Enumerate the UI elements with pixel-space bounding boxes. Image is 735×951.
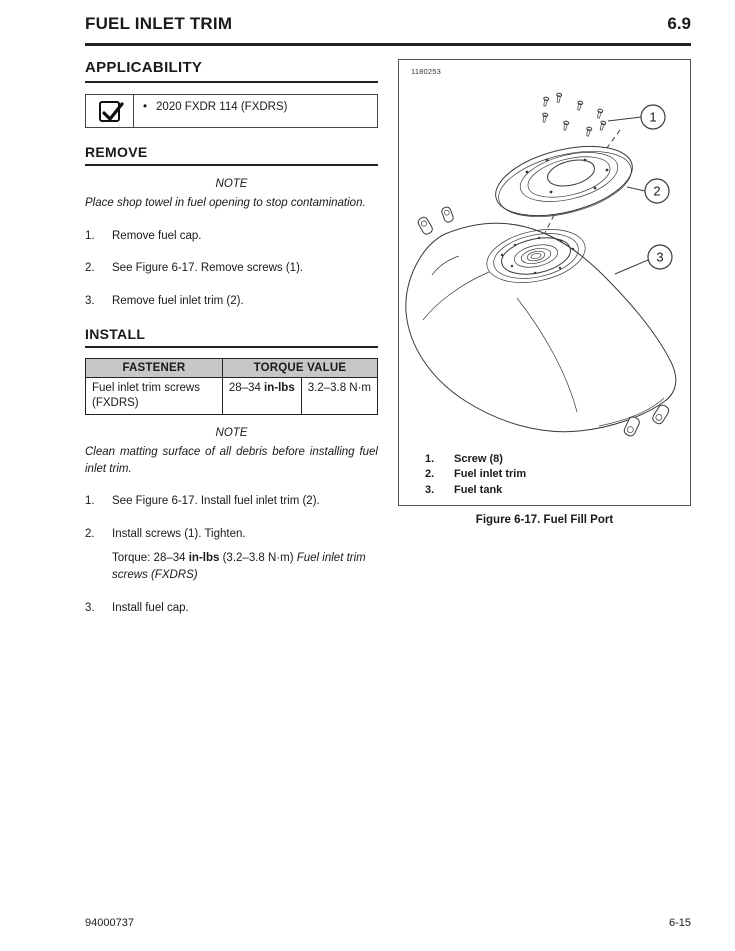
applicability-box xyxy=(85,94,378,128)
screws-icon xyxy=(541,93,606,137)
legend-item xyxy=(399,467,690,483)
fastener-cell: Fuel inlet trim screws (FXDRS) xyxy=(86,378,223,415)
legend-item xyxy=(399,483,690,499)
torque-inlbs-value: 28–34 xyxy=(228,382,265,395)
torque-fastener-name: Fuel inlet trim screws (FXDRS) xyxy=(112,552,366,582)
fastener-column-header: FASTENER xyxy=(86,359,223,378)
remove-note-label: NOTE xyxy=(215,178,248,190)
remove-note-text: Place shop towel in fuel opening to stop contamination. xyxy=(85,197,366,209)
step-text xyxy=(112,527,378,584)
torque-inlbs-cell xyxy=(222,378,301,415)
install-steps xyxy=(85,494,378,616)
step-number: 3. xyxy=(85,294,95,307)
step-number: 1. xyxy=(85,229,95,242)
install-step xyxy=(85,494,378,510)
step-text: See Figure 6-17. Remove screws (1). xyxy=(112,262,304,275)
text-column xyxy=(85,59,378,633)
checked-checkbox-icon xyxy=(99,101,120,122)
step-text-main: Install screws (1). Tighten. xyxy=(112,527,246,540)
remove-heading: REMOVE xyxy=(85,144,378,166)
bullet-icon: • xyxy=(143,101,148,113)
step-text: Install fuel cap. xyxy=(112,601,189,614)
figure-legend xyxy=(399,452,690,499)
torque-table-header-row xyxy=(86,359,378,378)
remove-steps xyxy=(85,229,378,310)
torque-inlbs-unit: in-lbs xyxy=(264,382,295,395)
step-text: See Figure 6-17. Install fuel inlet trim (2). xyxy=(112,495,320,508)
step-text: Remove fuel cap. xyxy=(112,229,202,242)
legend-number: 2. xyxy=(425,468,435,480)
torque-value-column-header: TORQUE VALUE xyxy=(222,359,377,378)
callout-3-label: 3 xyxy=(656,249,664,265)
figure-image-id: 1180253 xyxy=(411,67,442,76)
torque-nm-cell: 3.2–3.8 N·m xyxy=(301,378,377,415)
step-number: 2. xyxy=(85,262,95,275)
callout-2-label: 2 xyxy=(653,183,661,199)
callout-2 xyxy=(627,179,669,203)
manual-page xyxy=(85,14,691,633)
applicability-heading: APPLICABILITY xyxy=(85,59,378,83)
fuel-inlet-trim-icon xyxy=(489,134,640,229)
install-heading: INSTALL xyxy=(85,326,378,348)
torque-table xyxy=(85,358,378,415)
callout-1-label: 1 xyxy=(649,109,657,125)
legend-label: Screw (8) xyxy=(454,452,503,465)
section-number: 6.9 xyxy=(667,14,691,33)
figure-column xyxy=(398,59,691,633)
remove-step xyxy=(85,229,378,245)
install-step xyxy=(85,601,378,617)
torque-metric: (3.2–3.8 N·m) xyxy=(219,552,297,565)
torque-prefix: Torque: 28–34 xyxy=(112,552,189,565)
install-note-label: NOTE xyxy=(215,427,248,440)
page-footer xyxy=(85,917,691,929)
callout-1 xyxy=(608,105,665,129)
page-title: FUEL INLET TRIM xyxy=(85,14,233,33)
fuel-tank-icon xyxy=(406,206,676,437)
torque-spec-line xyxy=(112,550,378,583)
legend-label: Fuel inlet trim xyxy=(454,468,527,480)
step-number: 3. xyxy=(85,601,95,614)
remove-step xyxy=(85,261,378,277)
torque-unit: in-lbs xyxy=(188,552,220,565)
page-header xyxy=(85,14,691,46)
legend-number: 3. xyxy=(425,483,435,496)
install-step xyxy=(85,527,378,584)
figure-6-17 xyxy=(398,59,691,526)
fuel-tank-illustration xyxy=(399,60,690,460)
remove-step xyxy=(85,294,378,310)
applicability-model-item xyxy=(134,95,293,127)
callout-3 xyxy=(615,245,672,274)
legend-number: 1. xyxy=(425,452,435,465)
figure-caption: Figure 6-17. Fuel Fill Port xyxy=(475,514,614,526)
applicability-check-cell xyxy=(86,95,134,127)
install-note-text: Clean matting surface of all debris before installing fuel inlet trim. xyxy=(85,446,378,475)
applicability-model-label: 2020 FXDR 114 (FXDRS) xyxy=(156,101,288,113)
footer-page-number: 6-15 xyxy=(668,917,691,929)
footer-part-number: 94000737 xyxy=(85,917,134,929)
figure-frame xyxy=(398,59,691,506)
torque-table-row xyxy=(86,378,378,415)
legend-item xyxy=(399,452,690,468)
step-number: 2. xyxy=(85,527,95,540)
step-number: 1. xyxy=(85,495,95,508)
legend-label: Fuel tank xyxy=(454,483,503,496)
step-text: Remove fuel inlet trim (2). xyxy=(112,294,244,307)
